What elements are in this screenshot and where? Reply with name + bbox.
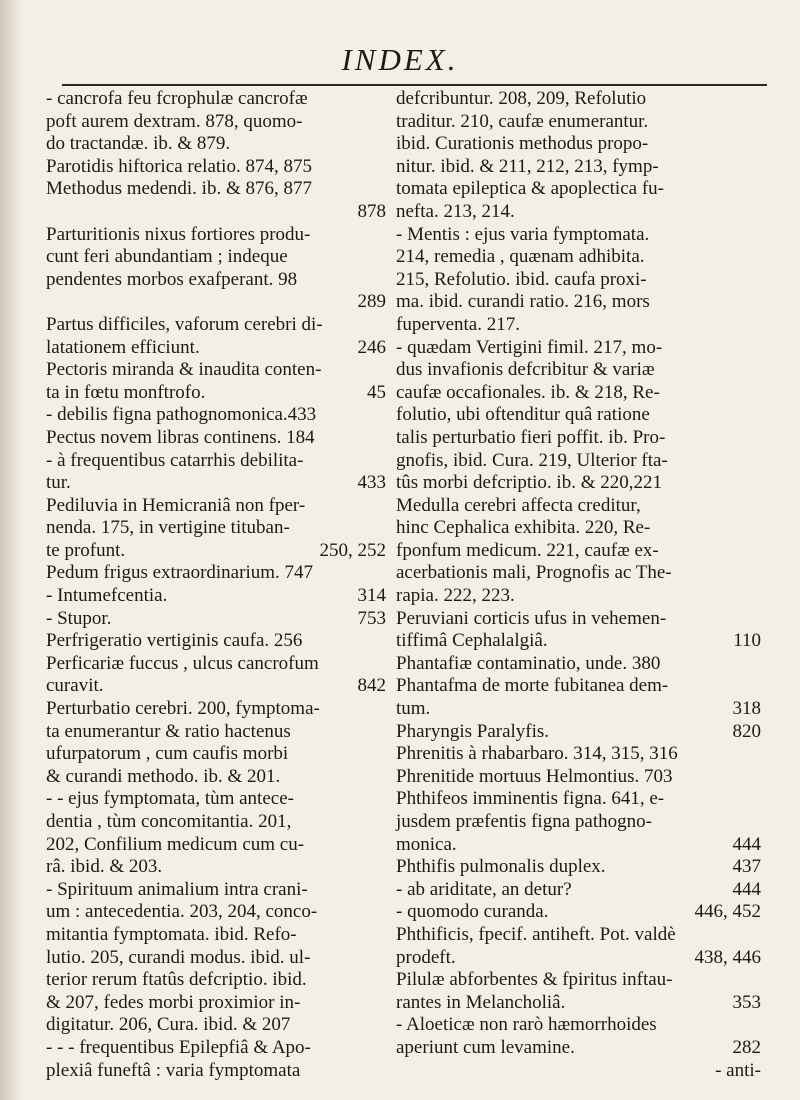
index-entry-text: tûs morbi defcriptio. ib. & 220,221 bbox=[396, 472, 662, 494]
index-line bbox=[46, 156, 386, 179]
index-line bbox=[396, 856, 761, 879]
index-entry-text: - Mentis : ejus varia fymptomata. bbox=[396, 223, 650, 245]
page-reference: 753 bbox=[357, 607, 386, 629]
index-entry-text: um : antecedentia. 203, 204, conco- bbox=[46, 901, 318, 923]
index-line bbox=[46, 630, 386, 653]
index-line bbox=[46, 472, 386, 495]
page-reference: 246 bbox=[357, 336, 386, 358]
index-line bbox=[46, 359, 386, 382]
index-line bbox=[396, 562, 761, 585]
index-line bbox=[396, 924, 761, 947]
index-line bbox=[46, 969, 386, 992]
index-line bbox=[396, 811, 761, 834]
index-line bbox=[396, 653, 761, 676]
index-entry-text: - cancrofa feu fcrophulæ cancrofæ bbox=[46, 88, 308, 109]
index-line bbox=[46, 291, 386, 314]
index-line bbox=[46, 901, 386, 924]
index-entry-text: - debilis figna pathognomonica.433 bbox=[46, 404, 317, 426]
index-line bbox=[46, 1037, 386, 1060]
page-reference: 878 bbox=[357, 200, 386, 222]
index-entry-text: jusdem præfentis figna pathogno- bbox=[396, 811, 652, 832]
index-line bbox=[396, 359, 761, 382]
index-entry-text: - Intumefcentia. bbox=[46, 585, 168, 607]
index-entry-text: nenda. 175, in vertigine tituban- bbox=[46, 517, 290, 539]
index-entry-text: hinc Cephalica exhibita. 220, Re- bbox=[396, 517, 651, 539]
page-reference: 318 bbox=[732, 698, 761, 720]
index-line bbox=[396, 834, 761, 857]
index-entry-text: monica. bbox=[396, 833, 457, 855]
page-reference: 45 bbox=[367, 381, 386, 403]
index-entry-text: tur. bbox=[46, 472, 71, 494]
index-line bbox=[46, 517, 386, 540]
index-line bbox=[46, 495, 386, 518]
index-line bbox=[396, 540, 761, 563]
index-line bbox=[46, 924, 386, 947]
index-entry-text: - quædam Vertigini fimil. 217, mo- bbox=[396, 336, 663, 358]
page-reference: 314 bbox=[357, 585, 386, 607]
index-line bbox=[46, 246, 386, 269]
index-entry-text: do tractandæ. ib. & 879. bbox=[46, 133, 231, 155]
index-entry-text: Phrenitide mortuus Helmontius. 703 bbox=[396, 765, 673, 787]
index-line bbox=[396, 472, 761, 495]
index-entry-text bbox=[46, 291, 51, 312]
index-entry-text: Phthifeos imminentis figna. 641, e- bbox=[396, 788, 665, 810]
page-reference: 433 bbox=[357, 472, 386, 494]
index-line bbox=[396, 178, 761, 201]
index-line bbox=[396, 156, 761, 179]
index-entry-text: mitantia fymptomata. ibid. Refo- bbox=[46, 923, 297, 945]
page-reference: 282 bbox=[732, 1036, 761, 1058]
index-entry-text: 214, remedia , quænam adhibita. bbox=[396, 246, 645, 268]
index-entry-text: gnofis, ibid. Cura. 219, Ulterior fta- bbox=[396, 449, 668, 471]
index-entry-text bbox=[46, 201, 51, 222]
index-entry-text: Pilulæ abforbentes & fpiritus inftau- bbox=[396, 969, 673, 991]
index-line bbox=[396, 608, 761, 631]
index-line bbox=[396, 88, 761, 111]
index-line bbox=[396, 788, 761, 811]
index-line bbox=[46, 653, 386, 676]
index-entry-text: dus invafionis defcribitur & variæ bbox=[396, 359, 655, 381]
index-entry-text: & 207, fedes morbi proximior in- bbox=[46, 991, 301, 1013]
index-line bbox=[46, 314, 386, 337]
index-line bbox=[396, 404, 761, 427]
index-line bbox=[396, 743, 761, 766]
index-line bbox=[46, 562, 386, 585]
index-line bbox=[46, 540, 386, 563]
index-line bbox=[46, 834, 386, 857]
index-line bbox=[46, 721, 386, 744]
page-reference: 437 bbox=[732, 856, 761, 878]
index-entry-text: rantes in Melancholiâ. bbox=[396, 991, 566, 1013]
index-entry-text: poft aurem dextram. 878, quomo- bbox=[46, 110, 303, 132]
index-entry-text: tomata epileptica & apoplectica fu- bbox=[396, 178, 664, 200]
index-line bbox=[46, 788, 386, 811]
index-line bbox=[396, 314, 761, 337]
page-reference: 444 bbox=[732, 878, 761, 900]
index-entry-text: Parturitionis nixus fortiores produ- bbox=[46, 223, 311, 245]
index-entry-text: traditur. 210, caufæ enumerantur. bbox=[396, 110, 649, 132]
page-reference: 820 bbox=[732, 720, 761, 742]
index-entry-text: Pharyngis Paralyfis. bbox=[396, 720, 550, 742]
index-line bbox=[46, 337, 386, 360]
index-entry-text: fuperventa. 217. bbox=[396, 313, 520, 335]
index-entry-text: & curandi methodo. ib. & 201. bbox=[46, 765, 281, 787]
page-header: INDEX. bbox=[341, 42, 459, 77]
index-line bbox=[46, 404, 386, 427]
index-entry-text: Pectus novem libras continens. 184 bbox=[46, 426, 315, 448]
index-entry-text: tiffimâ Cephalalgiâ. bbox=[396, 630, 548, 652]
index-line bbox=[396, 246, 761, 269]
index-entry-text: curavit. bbox=[46, 675, 104, 697]
index-entry-text: 202, Confilium medicum cum cu- bbox=[46, 833, 305, 855]
index-entry-text: - à frequentibus catarrhis debilita- bbox=[46, 449, 304, 471]
left-column bbox=[46, 88, 386, 1082]
index-entry-text: folutio, ubi oftenditur quâ ratione bbox=[396, 404, 650, 426]
index-line bbox=[46, 382, 386, 405]
index-entry-text: latationem efficiunt. bbox=[46, 336, 200, 358]
page-reference: 842 bbox=[357, 675, 386, 697]
index-line bbox=[396, 450, 761, 473]
page-reference: 353 bbox=[732, 991, 761, 1013]
index-entry-text: cunt feri abundantiam ; indeque bbox=[46, 246, 288, 268]
index-line bbox=[46, 178, 386, 201]
index-entry-text: terior rerum ftatûs defcriptio. ibid. bbox=[46, 969, 307, 991]
index-line bbox=[396, 969, 761, 992]
index-line bbox=[396, 224, 761, 247]
index-line bbox=[396, 133, 761, 156]
index-line bbox=[46, 766, 386, 789]
index-entry-text: 215, Refolutio. ibid. caufa proxi- bbox=[396, 268, 647, 290]
index-entry-text: ufurpatorum , cum caufis morbi bbox=[46, 743, 289, 765]
index-entry-text: te profunt. bbox=[46, 539, 126, 561]
index-entry-text: ta in fœtu monftrofo. bbox=[46, 381, 206, 403]
index-line bbox=[46, 133, 386, 156]
index-line bbox=[46, 450, 386, 473]
index-entry-text: Pediluvia in Hemicraniâ non fper- bbox=[46, 494, 306, 516]
index-line bbox=[46, 88, 386, 111]
index-line bbox=[396, 291, 761, 314]
index-entry-text: Phantafiæ contaminatio, unde. 380 bbox=[396, 652, 661, 674]
index-line bbox=[46, 608, 386, 631]
index-line bbox=[396, 382, 761, 405]
index-line bbox=[396, 879, 761, 902]
index-line bbox=[46, 743, 386, 766]
index-entry-text: Phantafma de morte fubitanea dem- bbox=[396, 675, 669, 697]
index-entry-text: Partus difficiles, vaforum cerebri di- bbox=[46, 313, 323, 335]
index-line bbox=[396, 1014, 761, 1037]
index-entry-text: plexiâ funeftâ : varia fymptomata bbox=[46, 1059, 301, 1081]
index-line bbox=[396, 517, 761, 540]
index-entry-text: dentia , tùm concomitantia. 201, bbox=[46, 811, 292, 832]
index-entry-text: Peruviani corticis ufus in vehemen- bbox=[396, 607, 667, 629]
page-reference: 444 bbox=[732, 833, 761, 855]
index-entry-text: Parotidis hiftorica relatio. 874, 875 bbox=[46, 155, 312, 177]
page-reference: 110 bbox=[733, 630, 761, 652]
index-entry-text: - - ejus fymptomata, tùm antece- bbox=[46, 788, 294, 810]
index-entry-text: Phthifis pulmonalis duplex. bbox=[396, 856, 606, 878]
index-line bbox=[396, 1037, 761, 1060]
index-entry-text: Methodus medendi. ib. & 876, 877 bbox=[46, 178, 312, 200]
header-rule bbox=[62, 84, 767, 86]
index-entry-text: râ. ibid. & 203. bbox=[46, 856, 163, 878]
page-gutter-shadow bbox=[0, 0, 22, 1100]
index-entry-text: Pectoris miranda & inaudita conten- bbox=[46, 359, 322, 381]
index-line bbox=[396, 675, 761, 698]
index-line bbox=[396, 427, 761, 450]
index-entry-text: Medulla cerebri affecta creditur, bbox=[396, 494, 641, 516]
index-line bbox=[46, 201, 386, 224]
index-entry-text: - Stupor. bbox=[46, 607, 112, 629]
page-reference: - anti- bbox=[715, 1059, 761, 1081]
index-line bbox=[46, 427, 386, 450]
index-line bbox=[46, 947, 386, 970]
index-entry-text: nitur. ibid. & 211, 212, 213, fymp- bbox=[396, 155, 659, 177]
index-entry-text: prodeft. bbox=[396, 946, 456, 968]
index-line bbox=[396, 495, 761, 518]
index-entry-text: ibid. Curationis methodus propo- bbox=[396, 133, 649, 155]
index-line bbox=[46, 992, 386, 1015]
index-entry-text: Perfrigeratio vertiginis caufa. 256 bbox=[46, 630, 303, 652]
right-column bbox=[396, 88, 761, 1082]
index-entry-text: Perficariæ fuccus , ulcus cancrofum bbox=[46, 652, 319, 674]
index-entry-text: talis perturbatio fieri poffit. ib. Pro- bbox=[396, 426, 666, 448]
index-entry-text: ma. ibid. curandi ratio. 216, mors bbox=[396, 291, 650, 313]
index-entry-text: caufæ occafionales. ib. & 218, Re- bbox=[396, 381, 660, 403]
index-entry-text: pendentes morbos exafperant. 98 bbox=[46, 268, 298, 290]
index-line bbox=[46, 698, 386, 721]
index-entry-text: digitatur. 206, Cura. ibid. & 207 bbox=[46, 1014, 291, 1036]
page-reference: 446, 452 bbox=[694, 901, 761, 923]
index-line bbox=[46, 879, 386, 902]
index-line bbox=[396, 901, 761, 924]
index-line bbox=[396, 947, 761, 970]
index-line bbox=[396, 201, 761, 224]
index-line bbox=[396, 630, 761, 653]
index-entry-text: ta enumerantur & ratio hactenus bbox=[46, 720, 291, 742]
index-entry-text: - Aloeticæ non rarò hæmorrhoides bbox=[396, 1014, 657, 1036]
index-line bbox=[396, 1060, 761, 1083]
index-entry-text: - - - frequentibus Epilepfiâ & Apo- bbox=[46, 1036, 311, 1058]
index-entry-text: - ab ariditate, an detur? bbox=[396, 878, 572, 900]
index-line bbox=[46, 856, 386, 879]
index-line bbox=[46, 269, 386, 292]
index-line bbox=[396, 721, 761, 744]
index-entry-text: nefta. 213, 214. bbox=[396, 200, 515, 222]
index-line bbox=[396, 111, 761, 134]
index-entry-text: acerbationis mali, Prognofis ac The- bbox=[396, 562, 672, 584]
index-line bbox=[396, 337, 761, 360]
index-line bbox=[396, 698, 761, 721]
index-entry-text: rapia. 222, 223. bbox=[396, 585, 515, 607]
index-entry-text: - quomodo curanda. bbox=[396, 901, 549, 923]
index-entry-text: lutio. 205, curandi modus. ibid. ul- bbox=[46, 946, 311, 968]
index-line bbox=[46, 1060, 386, 1083]
page-reference: 250, 252 bbox=[319, 539, 386, 561]
index-entry-text: defcribuntur. 208, 209, Refolutio bbox=[396, 88, 647, 109]
index-entry-text: Phthificis, fpecif. antiheft. Pot. valdè bbox=[396, 923, 676, 945]
index-entry-text: tum. bbox=[396, 698, 431, 720]
index-line bbox=[46, 585, 386, 608]
index-entry-text: - Spirituum animalium intra crani- bbox=[46, 878, 308, 900]
index-line bbox=[46, 111, 386, 134]
page-reference: 438, 446 bbox=[694, 946, 761, 968]
index-entry-text: aperiunt cum levamine. bbox=[396, 1036, 575, 1058]
index-line bbox=[46, 675, 386, 698]
index-line bbox=[396, 585, 761, 608]
index-entry-text bbox=[396, 1060, 401, 1081]
index-entry-text: fponfum medicum. 221, caufæ ex- bbox=[396, 539, 659, 561]
index-entry-text: Pedum frigus extraordinarium. 747 bbox=[46, 562, 314, 584]
index-line bbox=[396, 766, 761, 789]
index-line bbox=[46, 224, 386, 247]
page-reference: 289 bbox=[357, 291, 386, 313]
index-line bbox=[396, 992, 761, 1015]
index-entry-text: Perturbatio cerebri. 200, fymptoma- bbox=[46, 698, 320, 720]
index-line bbox=[396, 269, 761, 292]
index-entry-text: Phrenitis à rhabarbaro. 314, 315, 316 bbox=[396, 743, 678, 765]
index-line bbox=[46, 1014, 386, 1037]
index-line bbox=[46, 811, 386, 834]
